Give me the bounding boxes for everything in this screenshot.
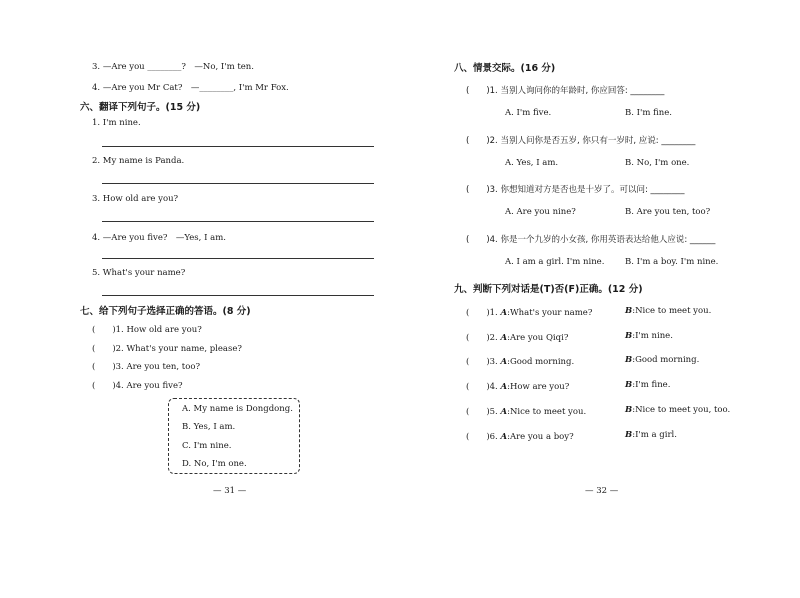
judge-item: ( )2. A:Are you Qiqi? <box>466 333 569 343</box>
judge-reply: B:I'm nine. <box>625 331 673 341</box>
judge-line-b: I'm nine. <box>635 331 673 341</box>
judge-number: ( )3. <box>466 357 498 367</box>
judge-number: ( )1. <box>466 308 498 318</box>
match-item-1: ( )1. How old are you? <box>92 325 202 335</box>
judge-number: ( )4. <box>466 382 498 392</box>
match-item-4: ( )4. Are you five? <box>92 381 183 391</box>
scenario-option-4b: B. I'm a boy. I'm nine. <box>625 257 719 267</box>
scenario-option-3b: B. Are you ten, too? <box>625 207 711 217</box>
judge-line-a: Are you Qiqi? <box>509 333 569 343</box>
judge-item: ( )1. A:What's your name? <box>466 308 593 318</box>
judge-line-a: Good morning. <box>509 357 575 367</box>
option-a: A. My name is Dongdong. <box>182 404 293 414</box>
judge-reply: B:I'm a girl. <box>625 430 677 440</box>
answer-line <box>102 183 374 184</box>
translate-item-4: 4. —Are you five? —Yes, I am. <box>92 233 226 243</box>
judge-item: ( )4. A:How are you? <box>466 382 570 392</box>
option-d: D. No, I'm one. <box>182 459 247 469</box>
speaker-a-label: A <box>500 357 508 367</box>
speaker-a-label: A <box>500 333 508 343</box>
judge-line-b: I'm fine. <box>635 380 671 390</box>
judge-line-b: Nice to meet you. <box>635 306 712 316</box>
speaker-b-label: B <box>625 380 633 390</box>
judge-reply: B:Nice to meet you. <box>625 306 712 316</box>
section-7-title: 七、给下列句子选择正确的答语。(8 分) <box>80 306 251 317</box>
scenario-option-3a: A. Are you nine? <box>505 207 576 217</box>
section-8-title: 八、情景交际。(16 分) <box>454 63 556 74</box>
translate-item-2: 2. My name is Panda. <box>92 156 185 166</box>
judge-item: ( )5. A:Nice to meet you. <box>466 407 587 417</box>
scenario-question-1: ( )1. 当别人询问你的年龄时, 你应回答: ________ <box>466 86 665 96</box>
fill-item-4: 4. —Are you Mr Cat? —________, I'm Mr Fox. <box>92 83 289 93</box>
translate-item-5: 5. What's your name? <box>92 268 186 278</box>
scenario-option-1a: A. I'm five. <box>505 108 552 118</box>
speaker-a-label: A <box>500 382 508 392</box>
scenario-option-2b: B. No, I'm one. <box>625 158 690 168</box>
page-number-left: — 31 — <box>213 486 247 496</box>
judge-item: ( )3. A:Good morning. <box>466 357 575 367</box>
option-b: B. Yes, I am. <box>182 422 236 432</box>
section-6-title: 六、翻译下列句子。(15 分) <box>80 102 201 113</box>
judge-reply: B:Good morning. <box>625 355 700 365</box>
answer-line <box>102 221 374 222</box>
speaker-a-label: A <box>500 407 508 417</box>
speaker-a-label: A <box>500 432 508 442</box>
judge-line-a: How are you? <box>509 382 570 392</box>
speaker-b-label: B <box>625 430 633 440</box>
match-item-2: ( )2. What's your name, please? <box>92 344 242 354</box>
judge-number: ( )5. <box>466 407 498 417</box>
speaker-b-label: B <box>625 331 633 341</box>
judge-line-b: Good morning. <box>635 355 700 365</box>
speaker-b-label: B <box>625 355 633 365</box>
scenario-question-3: ( )3. 你想知道对方是否也是十岁了。可以问: ________ <box>466 185 685 195</box>
judge-reply: B:Nice to meet you, too. <box>625 405 731 415</box>
page-number-right: — 32 — <box>585 486 619 496</box>
judge-line-b: I'm a girl. <box>635 430 677 440</box>
answer-line <box>102 295 374 296</box>
section-9-title: 九、判断下列对话是(T)否(F)正确。(12 分) <box>454 284 643 295</box>
match-item-3: ( )3. Are you ten, too? <box>92 362 201 372</box>
judge-line-a: Are you a boy? <box>509 432 574 442</box>
speaker-b-label: B <box>625 306 633 316</box>
judge-reply: B:I'm fine. <box>625 380 671 390</box>
answer-line <box>102 146 374 147</box>
judge-line-a: What's your name? <box>509 308 593 318</box>
judge-line-a: Nice to meet you. <box>509 407 587 417</box>
judge-item: ( )6. A:Are you a boy? <box>466 432 574 442</box>
judge-line-b: Nice to meet you, too. <box>635 405 731 415</box>
speaker-a-label: A <box>500 308 508 318</box>
translate-item-1: 1. I'm nine. <box>92 118 141 128</box>
judge-number: ( )2. <box>466 333 498 343</box>
option-c: C. I'm nine. <box>182 441 232 451</box>
scenario-question-2: ( )2. 当别人问你是否五岁, 你只有一岁时, 应说: ________ <box>466 136 696 146</box>
translate-item-3: 3. How old are you? <box>92 194 179 204</box>
scenario-option-2a: A. Yes, I am. <box>505 158 559 168</box>
scenario-option-1b: B. I'm fine. <box>625 108 672 118</box>
fill-item-3: 3. —Are you ________? —No, I'm ten. <box>92 62 254 72</box>
scenario-question-4: ( )4. 你是一个九岁的小女孩, 你用英语表达给他人应说: ______ <box>466 235 716 245</box>
speaker-b-label: B <box>625 405 633 415</box>
answer-line <box>102 258 374 259</box>
judge-number: ( )6. <box>466 432 498 442</box>
scenario-option-4a: A. I am a girl. I'm nine. <box>505 257 605 267</box>
